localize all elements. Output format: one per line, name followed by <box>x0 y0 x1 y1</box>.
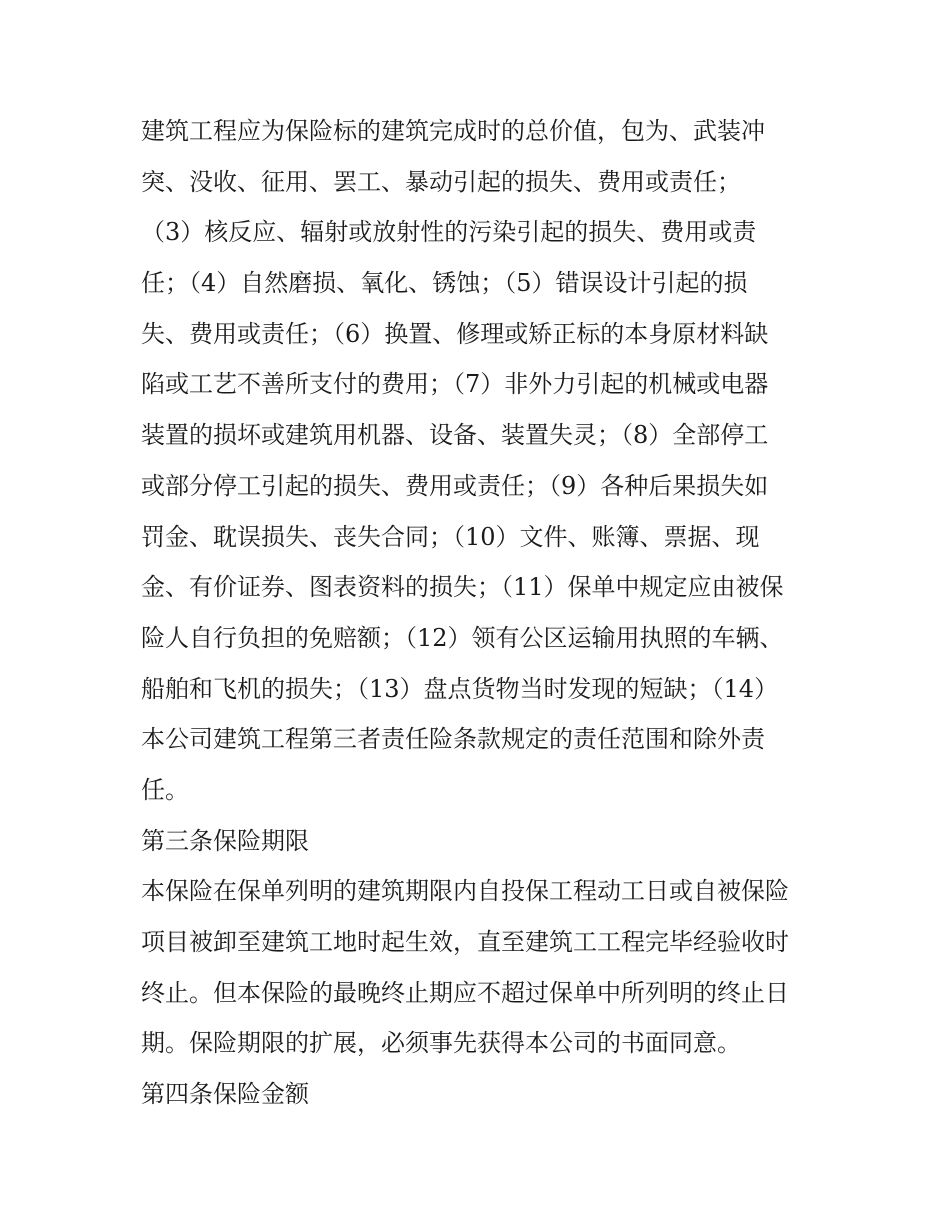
section-heading-insurance-period: 第三条保险期限 <box>141 826 309 855</box>
body-text-line: 失、费用或责任；（6）换置、修理或矫正标的本身原材料缺 <box>141 319 769 348</box>
body-text-line: 期。保险期限的扩展，必须事先获得本公司的书面同意。 <box>141 1029 741 1058</box>
body-text-line: 金、有价证券、图表资料的损失；（11）保单中规定应由被保 <box>141 573 784 602</box>
document-body <box>141 106 811 1120</box>
body-text-line: 险人自行负担的免赔额；（12）领有公区运输用执照的车辆、 <box>141 623 784 652</box>
body-text-line: 本保险在保单列明的建筑期限内自投保工程动工日或自被保险 <box>141 877 789 906</box>
body-text-line: 罚金、耽误损失、丧失合同；（10）文件、账簿、票据、现 <box>141 522 760 551</box>
section-heading-insured-amount: 第四条保险金额 <box>141 1080 309 1109</box>
body-text-line: 任。 <box>141 775 189 804</box>
body-text-line: 项目被卸至建筑工地时起生效，直至建筑工工程完毕经验收时 <box>141 928 789 956</box>
body-text-line: 本公司建筑工程第三者责任险条款规定的责任范围和除外责 <box>141 725 765 754</box>
body-text-line: 船舶和飞机的损失；（13）盘点货物当时发现的短缺；（14） <box>141 674 779 703</box>
body-text-line: 或部分停工引起的损失、费用或责任；（9）各种后果损失如 <box>141 471 769 500</box>
body-text-line: 终止。但本保险的最晚终止期应不超过保单中所列明的终止日 <box>141 978 789 1007</box>
body-text-line: 突、没收、征用、罢工、暴动引起的损失、费用或责任； <box>141 167 741 196</box>
body-text-line: 陷或工艺不善所支付的费用；（7）非外力引起的机械或电器 <box>141 370 769 399</box>
body-text-line: 装置的损坏或建筑用机器、设备、装置失灵；（8）全部停工 <box>141 421 769 450</box>
body-text-line: 建筑工程应为保险标的建筑完成时的总价值，包为、武装冲 <box>141 117 765 145</box>
body-text-line: 任；（4）自然磨损、氧化、锈蚀；（5）错误设计引起的损 <box>141 269 748 298</box>
body-text-line: （3）核反应、辐射或放射性的污染引起的损失、费用或责 <box>141 218 757 247</box>
